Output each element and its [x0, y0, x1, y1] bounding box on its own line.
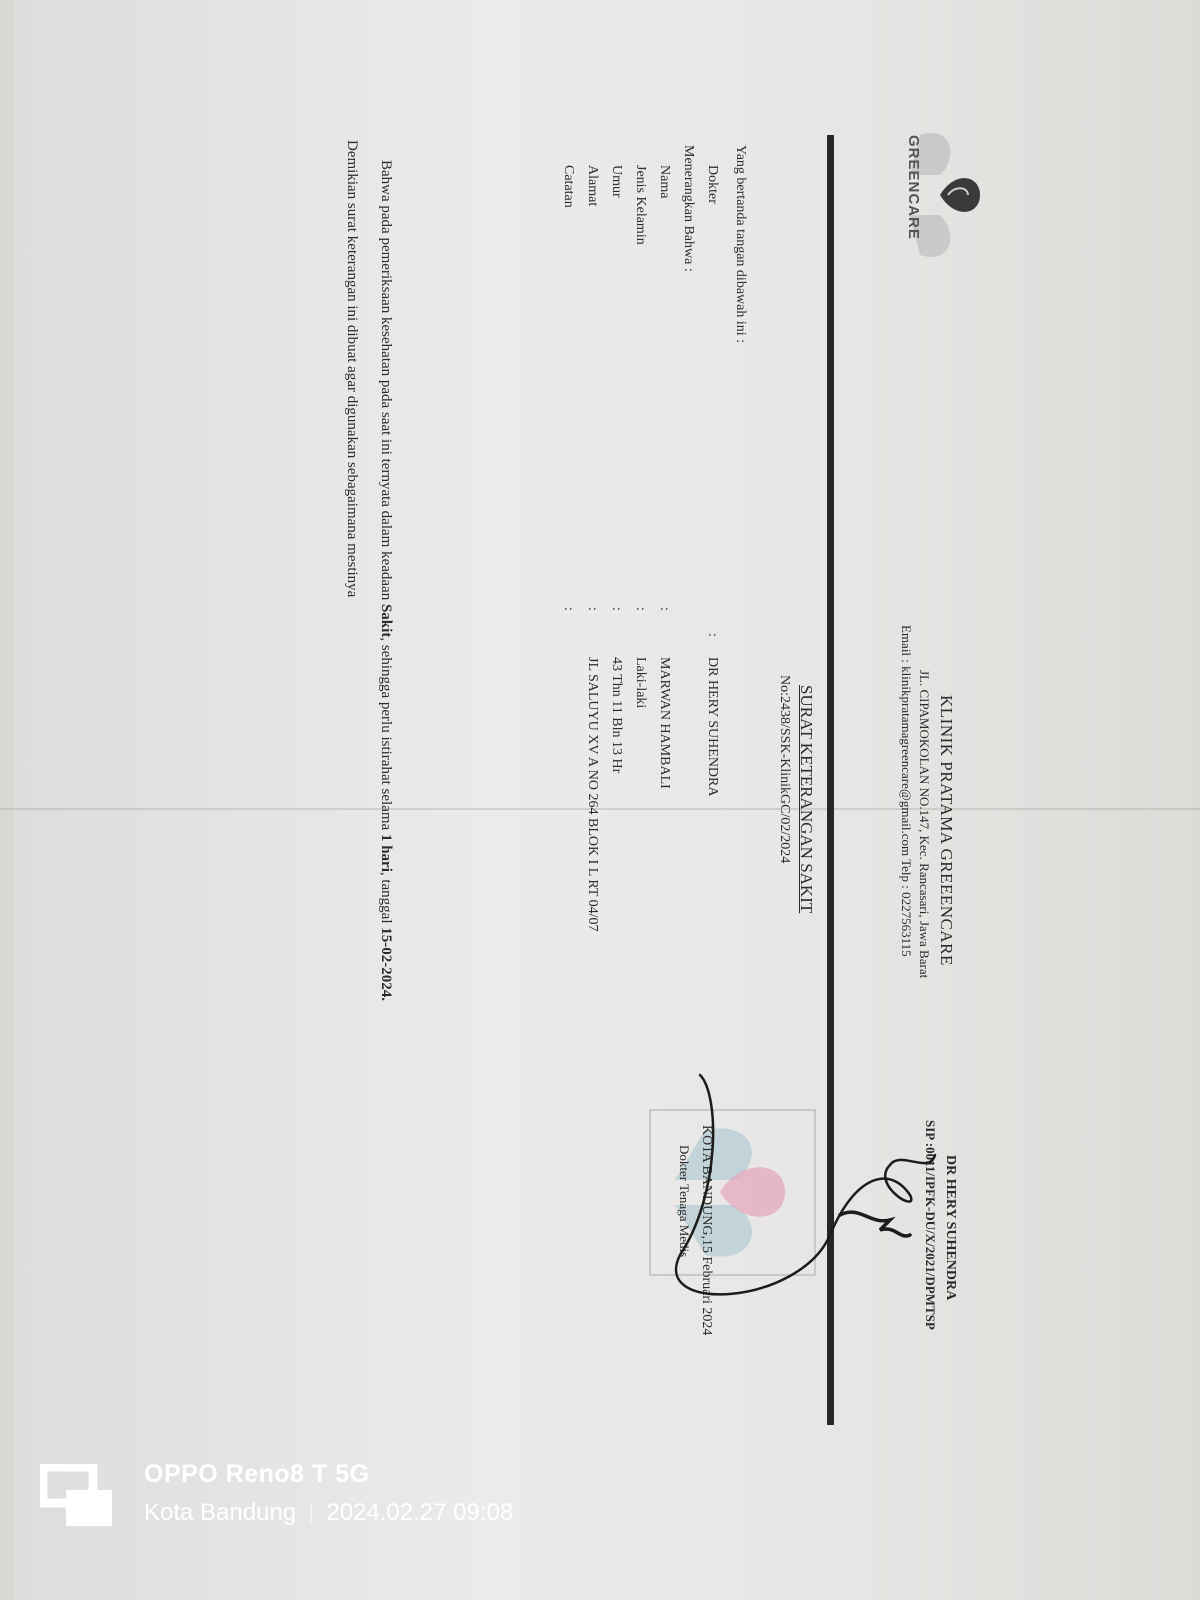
field-colon: :: [705, 633, 720, 637]
field-colon: :: [585, 607, 600, 611]
sick-letter: [190, 115, 1010, 1465]
field-colon: :: [633, 607, 648, 611]
field-value: JL SALUYU XV A NO 264 BLOK I L RT 04/07: [585, 657, 600, 932]
field-label: Menerangkan Bahwa :: [681, 145, 696, 272]
closing-text: Demikian surat keterangan ini dibuat agar digunakan sebagaimana mestinya: [344, 140, 360, 598]
field-value: DR HERY SUHENDRA: [705, 657, 720, 797]
logo-text: GREENCARE: [905, 135, 922, 240]
clinic-address: JL. CIPAMOKOLAN NO.147, Kec. Rancasari, Jawa Barat: [917, 670, 932, 979]
signature-place-date: KOTA BANDUNG,15 Februari 2024: [699, 1125, 714, 1336]
letter-number: No:2438/SSK-KlinikGC/02/2024: [777, 675, 792, 864]
field-colon: :: [609, 607, 624, 611]
field-label: Jenis Kelamin: [633, 165, 648, 245]
metadata-separator: |: [308, 1499, 315, 1526]
field-label: Alamat: [585, 165, 600, 207]
statement-part: , sehingga perlu istirahat selama: [378, 637, 394, 834]
signature-sip: SIP :0011/IPFK-DU/X/2021/DPMTSP: [923, 1120, 938, 1330]
photo-location: Kota Bandung: [144, 1499, 297, 1526]
camera-watermark-icon: [40, 1464, 116, 1530]
field-colon: :: [657, 607, 672, 611]
field-value: Laki-laki: [633, 657, 648, 709]
statement-part: , tanggal: [378, 871, 394, 928]
field-label: Dokter: [705, 165, 720, 204]
statement-part: Bahwa pada pemeriksaan kesehatan pada saat ini ternyata dalam keadaan: [378, 160, 394, 604]
field-value: 43 Thn 11 Bln 13 Hr: [609, 657, 624, 774]
signature-name: DR HERY SUHENDRA: [943, 1155, 958, 1301]
clinic-contact: Email : klinikpratamagreencare@gmail.com Telp : 0227563115: [899, 625, 914, 957]
field-label: Nama: [657, 165, 672, 199]
statement-condition: Sakit: [378, 603, 394, 638]
handwritten-signature-icon: [650, 1055, 950, 1315]
signature-role: Dokter Tenaga Medis: [677, 1145, 692, 1258]
statement-date: 15-02-2024.: [378, 927, 394, 1002]
statement-text: [377, 160, 394, 1001]
field-label: Catatan: [561, 165, 576, 208]
field-label: Umur: [609, 165, 624, 198]
statement-duration: 1 hari: [378, 833, 394, 872]
intro-text: Yang bertanda tangan dibawah ini :: [733, 145, 748, 344]
letter-title: SURAT KETERANGAN SAKIT: [797, 685, 816, 914]
clinic-name: KLINIK PRATAMA GREEENCARE: [937, 695, 956, 966]
field-colon: :: [561, 607, 576, 611]
field-value: MARWAN HAMBALI: [657, 657, 672, 789]
photo-metadata: [144, 1499, 513, 1527]
photo-datetime: 2024.02.27 09:08: [326, 1499, 514, 1526]
camera-watermark: [40, 1458, 513, 1530]
device-name: OPPO Reno8 T 5G: [144, 1460, 370, 1488]
